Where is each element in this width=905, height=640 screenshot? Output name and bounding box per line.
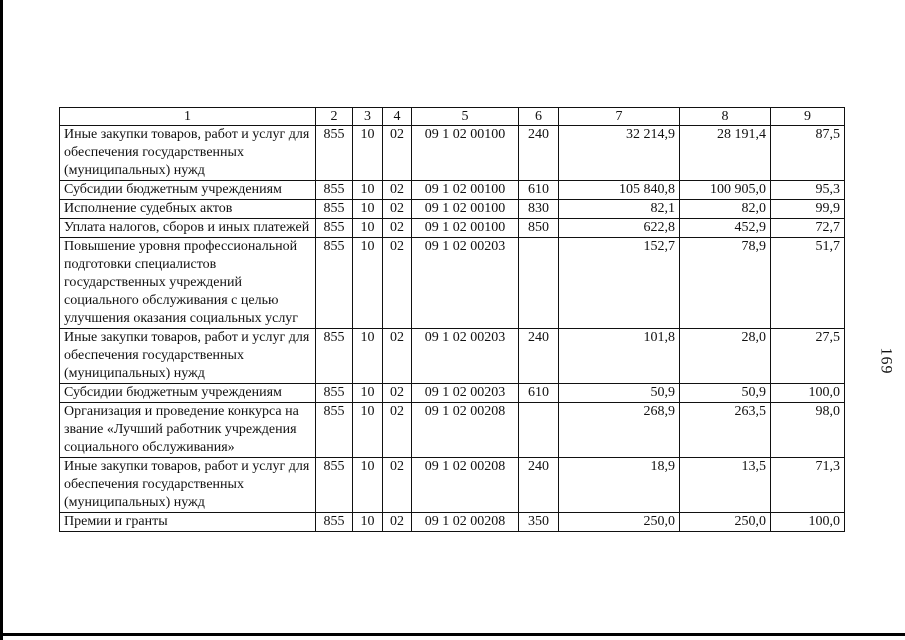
row-col2: 855 (316, 458, 353, 513)
row-col9: 100,0 (771, 513, 845, 532)
budget-table (59, 107, 845, 532)
row-col3: 10 (353, 200, 383, 219)
row-col4: 02 (383, 329, 412, 384)
row-col2: 855 (316, 219, 353, 238)
row-name: Субсидии бюджетным учреждениям (60, 384, 316, 403)
row-col2: 855 (316, 238, 353, 329)
row-col3: 10 (353, 458, 383, 513)
table-row (60, 200, 845, 219)
row-col9: 98,0 (771, 403, 845, 458)
row-name: Организация и проведение конкурса на звание «Лучший работник учреждения социального обслуживания» (60, 403, 316, 458)
row-col7: 18,9 (559, 458, 680, 513)
row-col8: 28,0 (680, 329, 771, 384)
table-row (60, 384, 845, 403)
row-col5: 09 1 02 00100 (412, 126, 519, 181)
row-col4: 02 (383, 181, 412, 200)
row-col6: 240 (519, 329, 559, 384)
header-cell: 1 (60, 108, 316, 126)
row-col2: 855 (316, 200, 353, 219)
row-col5: 09 1 02 00208 (412, 513, 519, 532)
row-col9: 27,5 (771, 329, 845, 384)
row-col5: 09 1 02 00100 (412, 200, 519, 219)
table-row (60, 126, 845, 181)
row-col3: 10 (353, 126, 383, 181)
row-name: Премии и гранты (60, 513, 316, 532)
row-col2: 855 (316, 513, 353, 532)
row-col2: 855 (316, 329, 353, 384)
row-col8: 78,9 (680, 238, 771, 329)
row-col4: 02 (383, 238, 412, 329)
row-col5: 09 1 02 00208 (412, 458, 519, 513)
row-col4: 02 (383, 200, 412, 219)
row-col8: 250,0 (680, 513, 771, 532)
row-col6: 240 (519, 458, 559, 513)
row-col7: 101,8 (559, 329, 680, 384)
row-col7: 82,1 (559, 200, 680, 219)
row-col8: 13,5 (680, 458, 771, 513)
row-col8: 263,5 (680, 403, 771, 458)
row-name: Исполнение судебных актов (60, 200, 316, 219)
row-col7: 105 840,8 (559, 181, 680, 200)
row-col9: 72,7 (771, 219, 845, 238)
header-cell: 8 (680, 108, 771, 126)
header-cell: 3 (353, 108, 383, 126)
row-col3: 10 (353, 384, 383, 403)
row-col7: 152,7 (559, 238, 680, 329)
row-col3: 10 (353, 181, 383, 200)
row-col8: 100 905,0 (680, 181, 771, 200)
table-row (60, 219, 845, 238)
table-row (60, 329, 845, 384)
row-col8: 82,0 (680, 200, 771, 219)
row-col4: 02 (383, 403, 412, 458)
row-col8: 28 191,4 (680, 126, 771, 181)
row-col3: 10 (353, 219, 383, 238)
row-name: Субсидии бюджетным учреждениям (60, 181, 316, 200)
table-row (60, 181, 845, 200)
table-row (60, 458, 845, 513)
row-name: Иные закупки товаров, работ и услуг для обеспечения государственных (муниципальных) нужд (60, 458, 316, 513)
header-cell: 9 (771, 108, 845, 126)
header-cell: 2 (316, 108, 353, 126)
header-cell: 5 (412, 108, 519, 126)
row-col8: 452,9 (680, 219, 771, 238)
row-col9: 51,7 (771, 238, 845, 329)
scan-edge-left (0, 0, 3, 640)
table-row (60, 403, 845, 458)
row-name: Повышение уровня профессиональной подготовки специалистов государственных учреждений социального обслуживания с целью улучшения оказания социальных услуг (60, 238, 316, 329)
row-col8: 50,9 (680, 384, 771, 403)
page-number: 169 (877, 347, 895, 375)
header-cell: 4 (383, 108, 412, 126)
row-col7: 250,0 (559, 513, 680, 532)
row-col9: 99,9 (771, 200, 845, 219)
table-row (60, 513, 845, 532)
row-col6: 350 (519, 513, 559, 532)
row-col4: 02 (383, 126, 412, 181)
row-col5: 09 1 02 00203 (412, 238, 519, 329)
row-col5: 09 1 02 00208 (412, 403, 519, 458)
row-col7: 268,9 (559, 403, 680, 458)
row-col4: 02 (383, 458, 412, 513)
row-col5: 09 1 02 00100 (412, 219, 519, 238)
row-col4: 02 (383, 513, 412, 532)
scan-edge-bottom (0, 633, 905, 636)
row-col6: 610 (519, 384, 559, 403)
header-cell: 7 (559, 108, 680, 126)
row-col2: 855 (316, 384, 353, 403)
row-col7: 622,8 (559, 219, 680, 238)
row-col3: 10 (353, 513, 383, 532)
row-col9: 100,0 (771, 384, 845, 403)
row-col6 (519, 403, 559, 458)
row-col6: 610 (519, 181, 559, 200)
row-col9: 87,5 (771, 126, 845, 181)
row-col4: 02 (383, 219, 412, 238)
row-col3: 10 (353, 403, 383, 458)
row-col4: 02 (383, 384, 412, 403)
row-col6 (519, 238, 559, 329)
row-name: Иные закупки товаров, работ и услуг для обеспечения государственных (муниципальных) нужд (60, 126, 316, 181)
row-col5: 09 1 02 00203 (412, 384, 519, 403)
row-col3: 10 (353, 238, 383, 329)
row-col2: 855 (316, 181, 353, 200)
row-col5: 09 1 02 00100 (412, 181, 519, 200)
row-name: Иные закупки товаров, работ и услуг для обеспечения государственных (муниципальных) нужд (60, 329, 316, 384)
row-col9: 71,3 (771, 458, 845, 513)
row-col7: 50,9 (559, 384, 680, 403)
row-col6: 830 (519, 200, 559, 219)
row-col6: 240 (519, 126, 559, 181)
row-col2: 855 (316, 403, 353, 458)
row-col3: 10 (353, 329, 383, 384)
table-header-row (60, 108, 845, 126)
row-col9: 95,3 (771, 181, 845, 200)
row-name: Уплата налогов, сборов и иных платежей (60, 219, 316, 238)
table-row (60, 238, 845, 329)
row-col2: 855 (316, 126, 353, 181)
row-col6: 850 (519, 219, 559, 238)
row-col5: 09 1 02 00203 (412, 329, 519, 384)
row-col7: 32 214,9 (559, 126, 680, 181)
header-cell: 6 (519, 108, 559, 126)
